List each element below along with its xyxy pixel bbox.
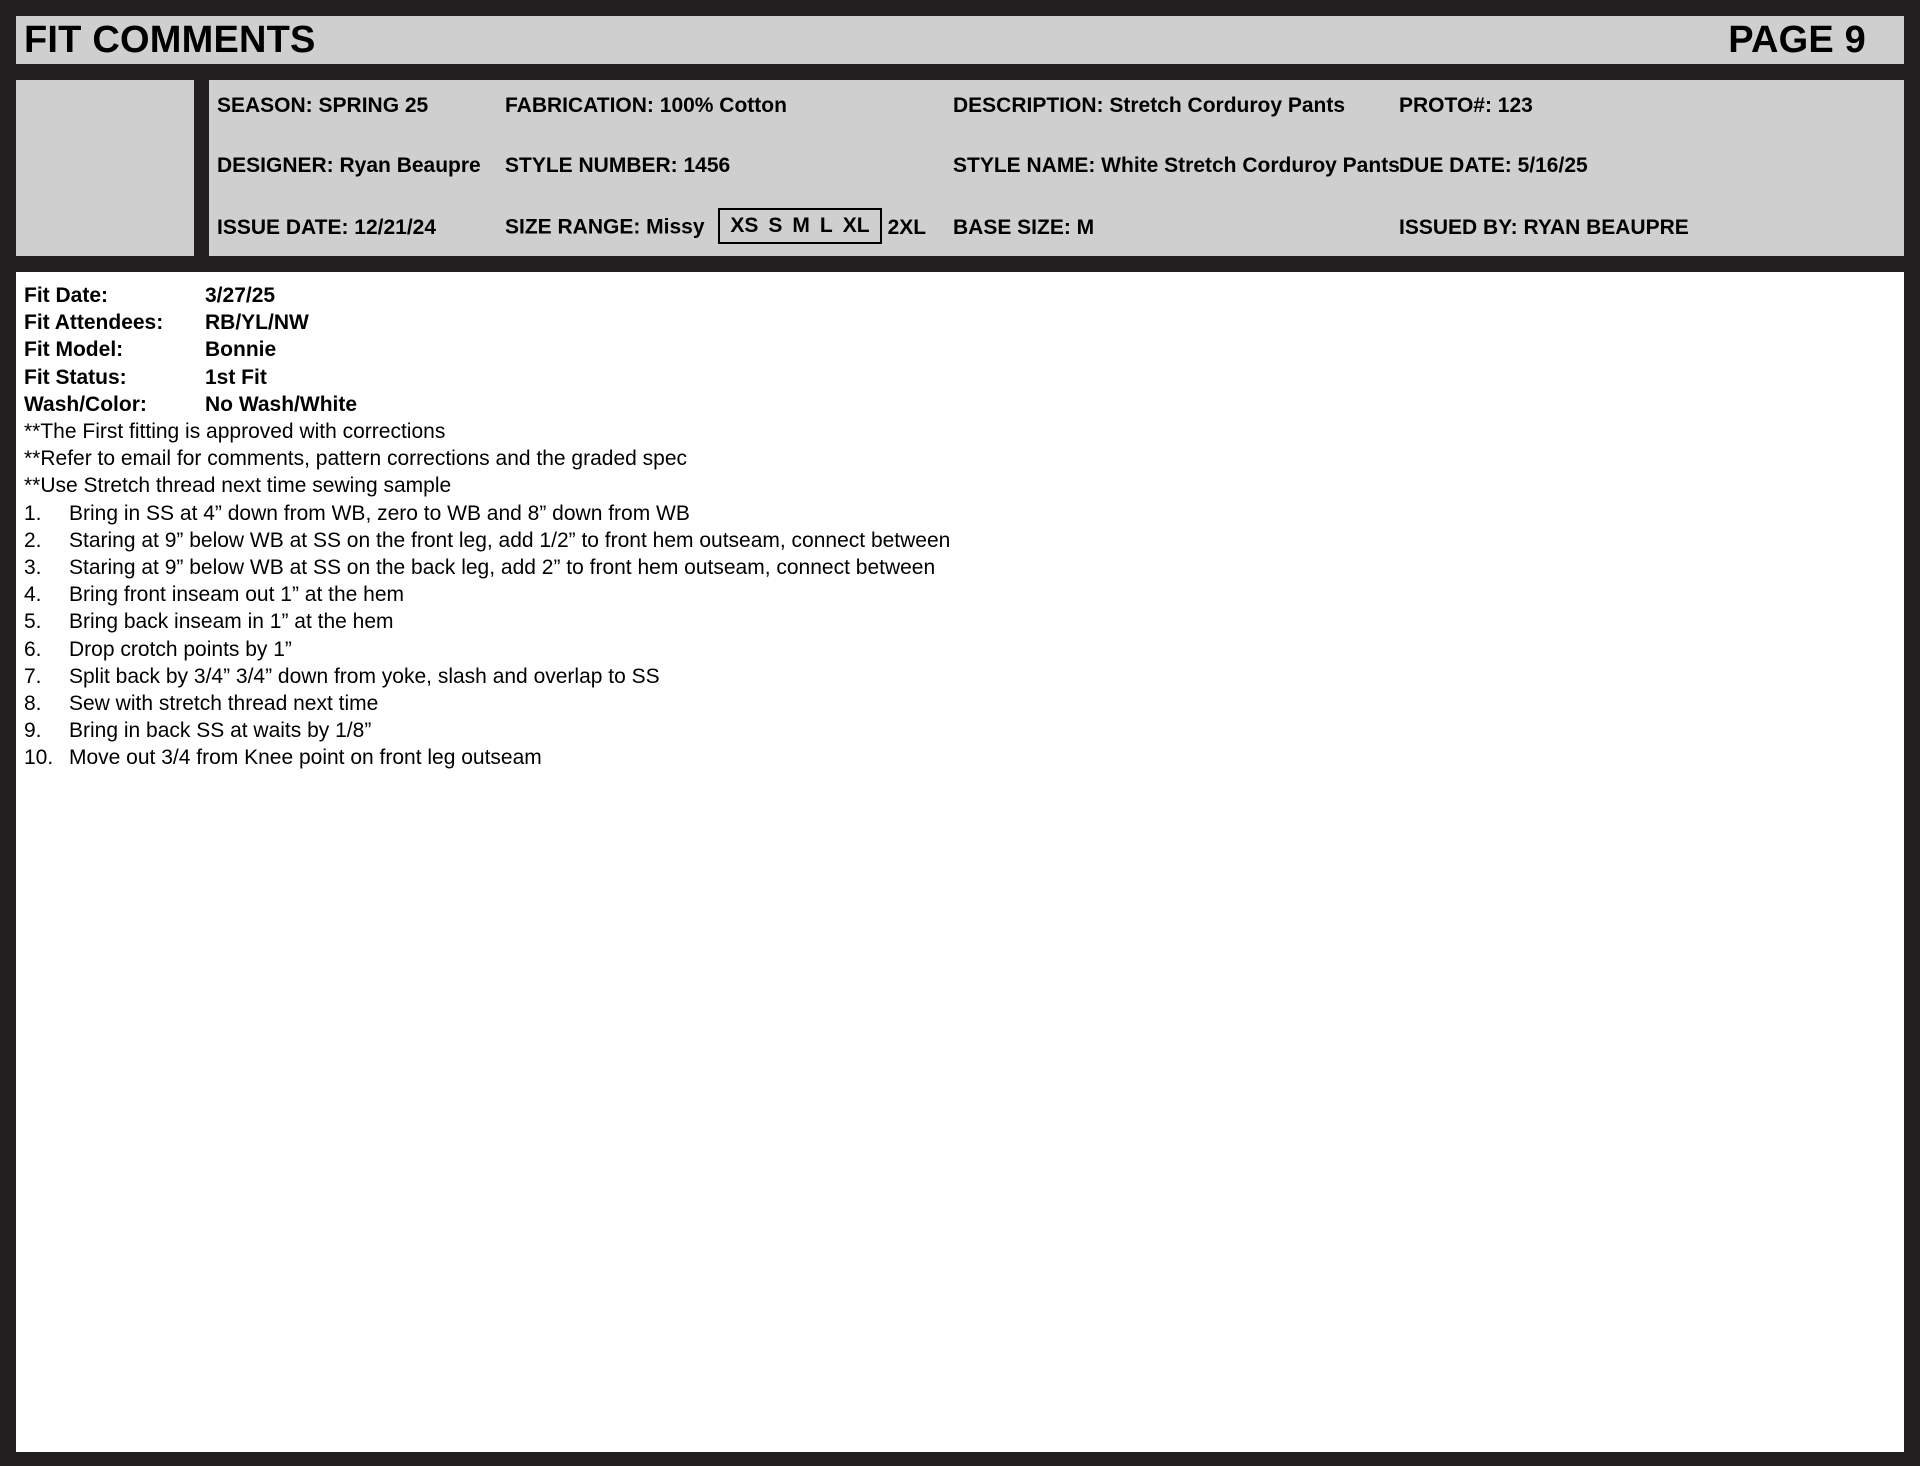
fit-comments-body xyxy=(16,272,1904,1452)
field-label: Fit Status: xyxy=(24,365,127,389)
title-bar xyxy=(16,16,1904,64)
field-label: Wash/Color: xyxy=(24,392,147,416)
fit-date-row xyxy=(24,282,1896,309)
issue-date: ISSUE DATE: 12/21/24 xyxy=(217,216,437,239)
season: SEASON: SPRING 25 xyxy=(217,94,429,117)
list-item xyxy=(24,690,1896,717)
item-number: 5. xyxy=(24,610,42,634)
field-value: Bonnie xyxy=(205,338,277,362)
field-label: Fit Model: xyxy=(24,338,124,362)
size-l: L xyxy=(819,214,833,237)
item-text: Staring at 9” below WB at SS on the back leg, add 2” to front hem outseam, connect between xyxy=(69,556,936,580)
designer: DESIGNER: Ryan Beaupre xyxy=(217,154,481,177)
size-list xyxy=(718,212,926,244)
note: **Use Stretch thread next time sewing sample xyxy=(24,474,452,498)
item-text: Split back by 3/4” 3/4” down from yoke, slash and overlap to SS xyxy=(69,664,660,688)
list-item xyxy=(24,717,1896,744)
list-item xyxy=(24,554,1896,581)
item-number: 6. xyxy=(24,637,42,661)
size-xl: XL xyxy=(842,214,870,237)
fit-model-row xyxy=(24,336,1896,363)
list-item xyxy=(24,744,1896,771)
wash-color-row xyxy=(24,391,1896,418)
item-text: Drop crotch points by 1” xyxy=(69,637,292,661)
item-text: Staring at 9” below WB at SS on the front leg, add 1/2” to front hem outseam, connect between xyxy=(69,528,951,552)
list-item xyxy=(24,663,1896,690)
field-value: No Wash/White xyxy=(205,392,358,416)
fabrication: FABRICATION: 100% Cotton xyxy=(505,94,787,117)
field-value: 1st Fit xyxy=(205,365,267,389)
list-item xyxy=(24,581,1896,608)
page-title: FIT COMMENTS xyxy=(24,18,316,61)
item-number: 2. xyxy=(24,528,42,552)
size-s: S xyxy=(768,214,783,237)
item-text: Bring back inseam in 1” at the hem xyxy=(69,610,394,634)
fit-status-row xyxy=(24,364,1896,391)
page-number: PAGE 9 xyxy=(1728,18,1866,61)
proto-number: PROTO#: 123 xyxy=(1399,94,1533,117)
field-value: RB/YL/NW xyxy=(205,311,309,335)
style-number: STYLE NUMBER: 1456 xyxy=(505,154,731,177)
size-2xl: 2XL xyxy=(887,215,927,239)
item-number: 4. xyxy=(24,583,42,607)
description: DESCRIPTION: Stretch Corduroy Pants xyxy=(953,94,1346,117)
item-text: Bring in SS at 4” down from WB, zero to WB and 8” down from WB xyxy=(69,501,690,525)
size-range-box xyxy=(718,208,881,244)
field-value: 3/27/25 xyxy=(205,284,276,307)
item-text: Bring in back SS at waits by 1/8” xyxy=(69,719,372,743)
list-item xyxy=(24,500,1896,527)
size-range-label: SIZE RANGE: Missy xyxy=(505,215,705,239)
style-name: STYLE NAME: White Stretch Corduroy Pants xyxy=(953,154,1400,177)
item-number: 7. xyxy=(24,664,42,688)
item-text: Bring front inseam out 1” at the hem xyxy=(69,583,405,607)
list-item xyxy=(24,608,1896,635)
size-xs: XS xyxy=(730,214,759,237)
due-date: DUE DATE: 5/16/25 xyxy=(1399,154,1588,177)
list-item xyxy=(24,636,1896,663)
item-text: Sew with stretch thread next time xyxy=(69,692,379,716)
fit-attendees-row xyxy=(24,309,1896,336)
size-m: M xyxy=(792,214,810,237)
item-number: 9. xyxy=(24,719,42,743)
item-number: 1. xyxy=(24,501,42,525)
note: **Refer to email for comments, pattern corrections and the graded spec xyxy=(24,447,687,471)
field-label: Fit Attendees: xyxy=(24,311,164,335)
field-label: Fit Date: xyxy=(24,284,108,307)
info-panel xyxy=(209,80,1904,256)
issued-by: ISSUED BY: RYAN BEAUPRE xyxy=(1399,216,1689,239)
item-number: 10. xyxy=(24,746,54,770)
swatch-panel xyxy=(16,80,194,256)
item-text: Move out 3/4 from Knee point on front leg outseam xyxy=(69,746,542,770)
note: **The First fitting is approved with corrections xyxy=(24,420,446,444)
list-item xyxy=(24,527,1896,554)
item-number: 8. xyxy=(24,692,42,716)
item-number: 3. xyxy=(24,556,42,580)
base-size: BASE SIZE: M xyxy=(953,216,1095,239)
size-range xyxy=(505,212,926,244)
